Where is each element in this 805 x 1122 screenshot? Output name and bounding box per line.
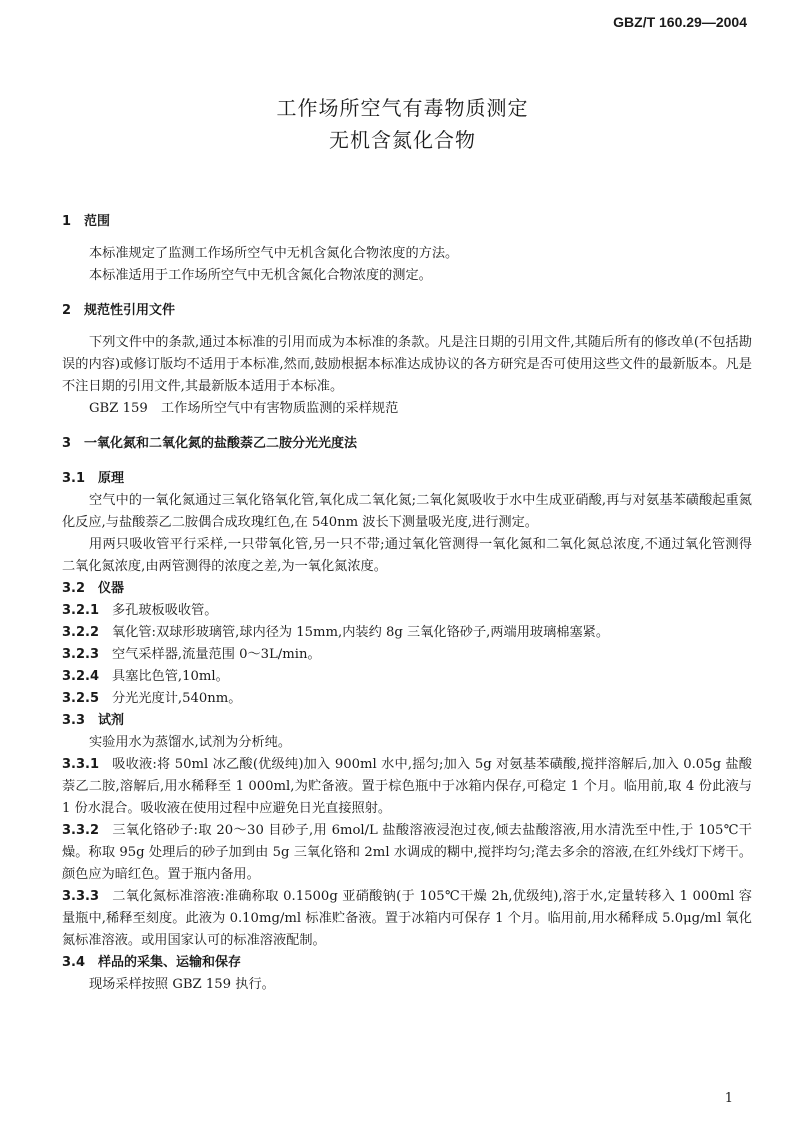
page-number: 1 — [724, 1091, 733, 1106]
document-body — [62, 211, 752, 996]
section-3-3-2: 3.3.2 三氧化铬砂子:取 20～30 目砂子,用 6mol/L 盐酸溶液浸泡过夜,倾去盐酸溶液,用水清洗至中性,于 105℃干燥。称取 95g 处理后的砂子加到由 5g 三氧化铬和 2ml 水调成的糊中,搅拌均匀;滗去多余的溶液,在红外线灯下烤干。颜色应为暗红色。置于瓶内备用。 — [62, 823, 752, 882]
section-1-heading: 1 范围 — [62, 214, 111, 229]
section-3-4-heading: 3.4 样品的采集、运输和保存 — [62, 955, 242, 970]
section-3-1-heading: 3.1 原理 — [62, 471, 125, 486]
section-3-1-para-1: 空气中的一氧化氮通过三氧化铬氧化管,氧化成二氧化氮;二氧化氮吸收于水中生成亚硝酸,再与对氨基苯磺酸起重氮化反应,与盐酸萘乙二胺偶合成玫瑰红色,在 540nm 波长下测量吸光度,进行测定。 — [62, 493, 752, 530]
section-3-heading: 3 一氧化氮和二氧化氮的盐酸萘乙二胺分光光度法 — [62, 436, 358, 451]
section-2-reference: GBZ 159 工作场所空气中有害物质监测的采样规范 — [89, 401, 399, 416]
section-1-para-2: 本标准适用于工作场所空气中无机含氮化合物浓度的测定。 — [89, 268, 432, 283]
section-2-para-1: 下列文件中的条款,通过本标准的引用而成为本标准的条款。凡是注日期的引用文件,其随后所有的修改单(不包括勘误的内容)或修订版均不适用于本标准,然而,鼓励根据本标准达成协议的各方研究是否可使用这些文件的最新版本。凡是不注日期的引用文件,其最新版本适用于本标准。 — [62, 335, 752, 394]
section-3-3-heading: 3.3 试剂 — [62, 713, 125, 728]
list-item: 3.2.4 具塞比色管,10ml。 — [62, 669, 229, 684]
list-item: 3.2.1 多孔玻板吸收管。 — [62, 603, 218, 618]
list-item: 3.2.3 空气采样器,流量范围 0～3L/min。 — [62, 647, 321, 662]
section-2-heading: 2 规范性引用文件 — [62, 303, 176, 318]
section-1-para-1: 本标准规定了监测工作场所空气中无机含氮化合物浓度的方法。 — [89, 246, 459, 261]
title-line-1: 工作场所空气有毒物质测定 — [276, 96, 529, 120]
section-3-1-para-2: 用两只吸收管平行采样,一只带氧化管,另一只不带;通过氧化管测得一氧化氮和二氧化氮总浓度,不通过氧化管测得二氧化氮浓度,由两管测得的浓度之差,为一氧化氮浓度。 — [62, 537, 752, 574]
section-3-3-3: 3.3.3 二氧化氮标准溶液:准确称取 0.1500g 亚硝酸钠(于 105℃干燥 2h,优级纯),溶于水,定量转移入 1 000ml 容量瓶中,稀释至刻度。此液为 0.10mg/ml 标准贮备液。置于冰箱内可保存 1 个月。临用前,用水稀释成 5.0μg/ml 氧化氮标准溶液。或用国家认可的标准溶液配制。 — [62, 889, 752, 948]
title-line-2: 无机含氮化合物 — [329, 128, 476, 152]
standard-code: GBZ/T 160.29—2004 — [613, 14, 747, 30]
section-3-4-para-1: 现场采样按照 GBZ 159 执行。 — [89, 977, 275, 992]
document-title — [0, 92, 805, 156]
section-3-3-1: 3.3.1 吸收液:将 50ml 冰乙酸(优级纯)加入 900ml 水中,摇匀;加入 5g 对氨基苯磺酸,搅拌溶解后,加入 0.05g 盐酸萘乙二胺,溶解后,用水稀释至 1 000ml,为贮备液。置于棕色瓶中于冰箱内保存,可稳定 1 个月。临用前,取 4 份此液与 1 份水混合。吸收液在使用过程中应避免日光直接照射。 — [62, 757, 752, 816]
section-3-2-heading: 3.2 仪器 — [62, 581, 125, 596]
section-3-3-para-0: 实验用水为蒸馏水,试剂为分析纯。 — [89, 735, 292, 750]
list-item: 3.2.2 氧化管:双球形玻璃管,球内径为 15mm,内装约 8g 三氧化铬砂子,两端用玻璃棉塞紧。 — [62, 625, 610, 640]
list-item: 3.2.5 分光光度计,540nm。 — [62, 691, 242, 706]
